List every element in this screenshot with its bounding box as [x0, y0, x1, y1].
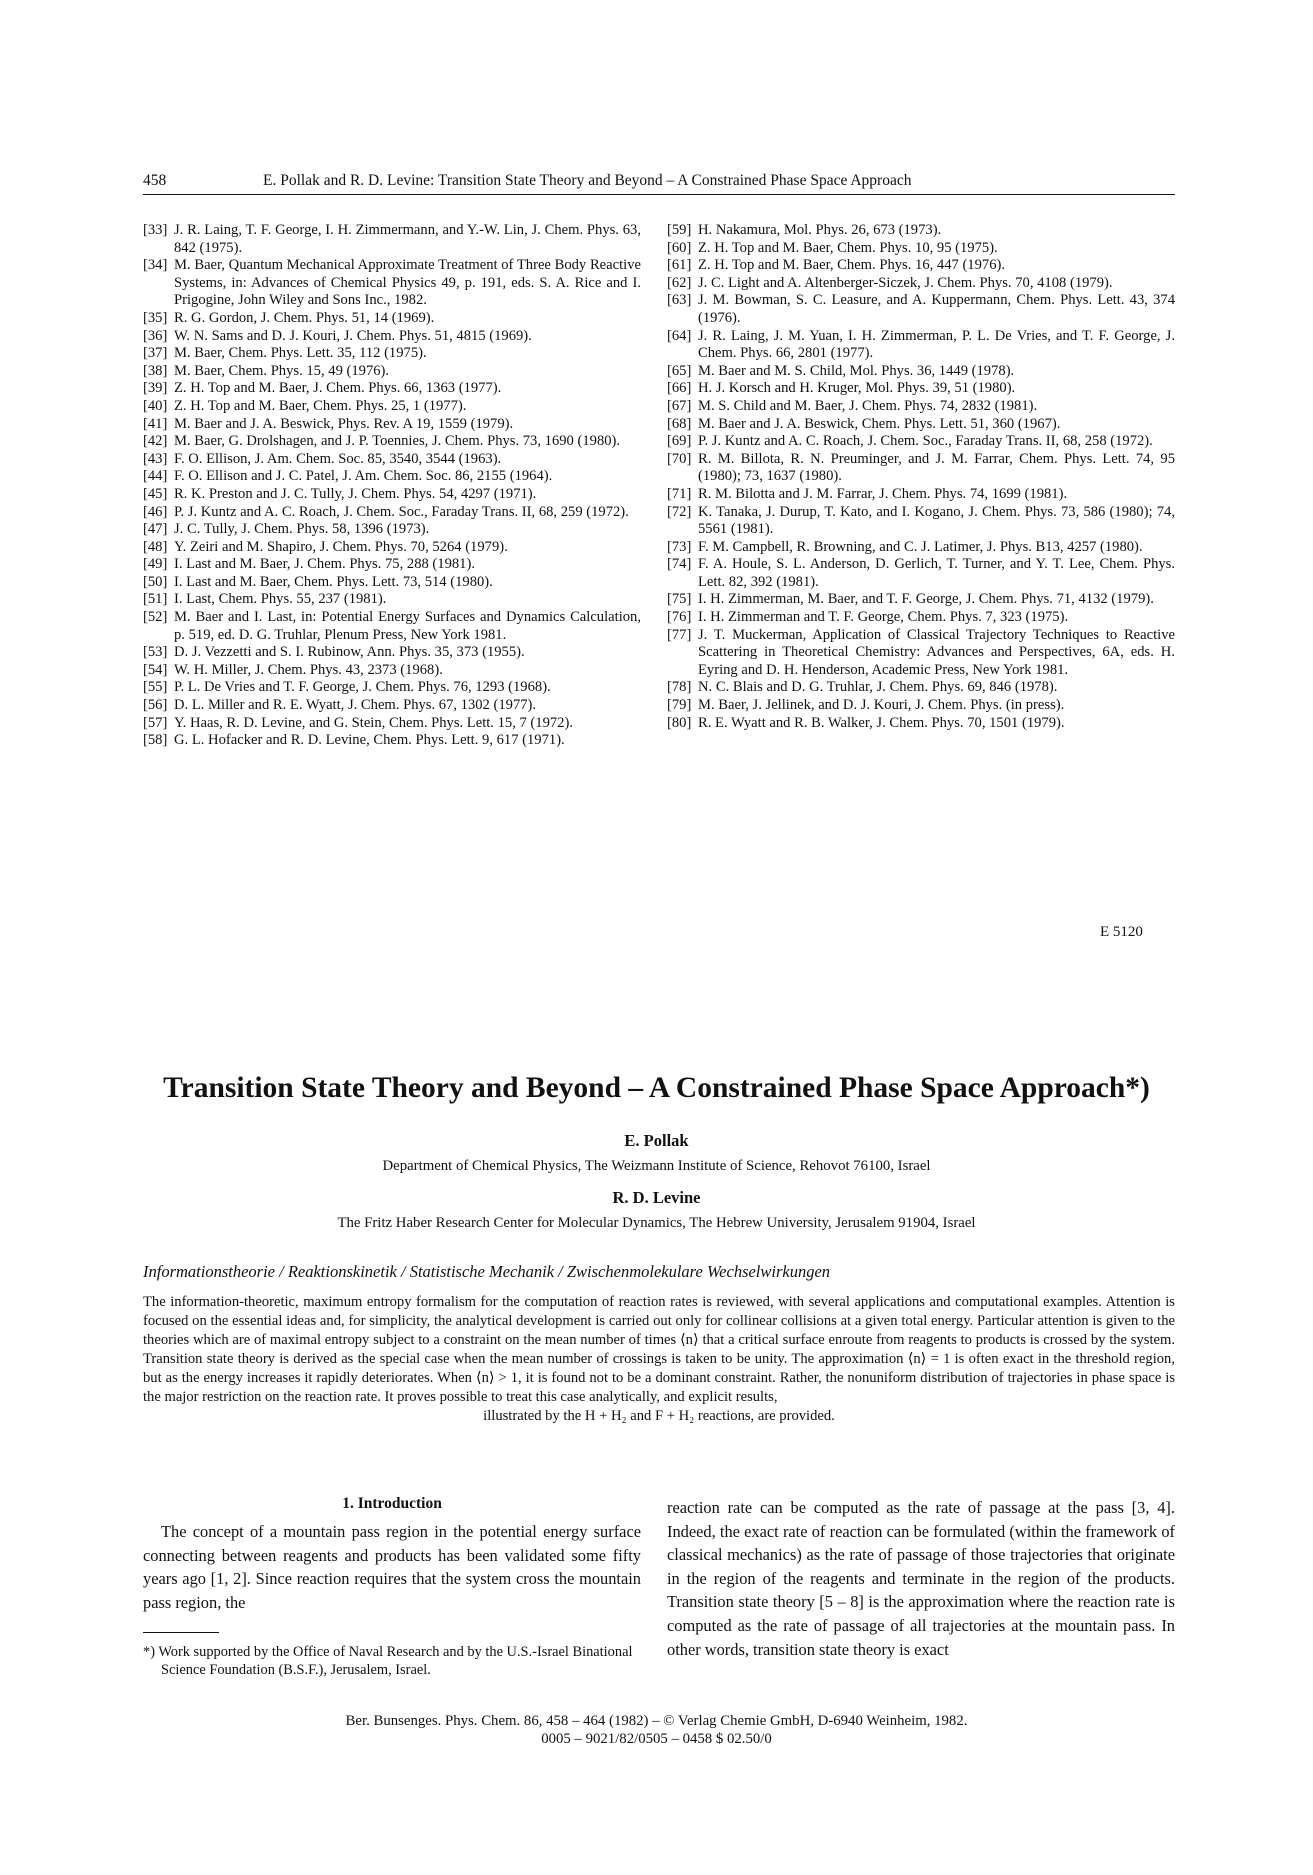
- reference-text: Y. Zeiri and M. Shapiro, J. Chem. Phys. 70, 5264 (1979).: [174, 538, 508, 555]
- reference-item: [143, 715, 641, 733]
- reference-number: [73]: [667, 538, 692, 555]
- reference-number: [75]: [667, 591, 692, 608]
- reference-item: [143, 363, 641, 381]
- reference-number: [56]: [143, 697, 168, 714]
- reference-item: [143, 398, 641, 416]
- reference-text: J. C. Light and A. Altenberger-Siczek, J. Chem. Phys. 70, 4108 (1979).: [698, 274, 1113, 291]
- reference-text: J. C. Tully, J. Chem. Phys. 58, 1396 (1973).: [174, 521, 430, 538]
- reference-number: [71]: [667, 485, 692, 502]
- reference-number: [68]: [667, 415, 692, 432]
- reference-text: I. H. Zimmerman, M. Baer, and T. F. George, J. Chem. Phys. 71, 4132 (1979).: [698, 591, 1154, 608]
- reference-number: [33]: [143, 222, 168, 238]
- reference-item: [143, 257, 641, 310]
- reference-number: [35]: [143, 309, 168, 326]
- reference-text: H. Nakamura, Mol. Phys. 26, 673 (1973).: [698, 222, 942, 238]
- reference-text: F. O. Ellison, J. Am. Chem. Soc. 85, 3540, 3544 (1963).: [174, 450, 502, 467]
- reference-text: W. N. Sams and D. J. Kouri, J. Chem. Phys. 51, 4815 (1969).: [174, 327, 532, 344]
- reference-item: [667, 556, 1175, 591]
- reference-item: [143, 732, 641, 750]
- page-number: 458: [143, 172, 167, 189]
- reference-item: [143, 328, 641, 346]
- reference-item: [143, 521, 641, 539]
- intro-left-column: The concept of a mountain pass region in the potential energy surface connecting between reagents and products has been validated some fifty years ago [1, 2]. Since reaction requires that the system cross the mountain pass region, the: [143, 1522, 641, 1612]
- reference-list-right: [667, 222, 1175, 732]
- reference-text: M. Baer, Chem. Phys. Lett. 35, 112 (1975).: [174, 345, 427, 362]
- reference-number: [64]: [667, 327, 692, 344]
- reference-number: [76]: [667, 609, 692, 626]
- reference-text: R. E. Wyatt and R. B. Walker, J. Chem. Phys. 70, 1501 (1979).: [698, 714, 1065, 731]
- reference-number: [55]: [143, 679, 168, 696]
- reference-item: [143, 591, 641, 609]
- reference-item: [667, 257, 1175, 275]
- reference-text: M. Baer and J. A. Beswick, Phys. Rev. A 19, 1559 (1979).: [174, 415, 514, 432]
- reference-number: [42]: [143, 433, 168, 450]
- reference-item: [667, 433, 1175, 451]
- reference-number: [38]: [143, 362, 168, 379]
- reference-text: F. M. Campbell, R. Browning, and C. J. Latimer, J. Phys. B13, 4257 (1980).: [698, 538, 1143, 555]
- reference-number: [80]: [667, 714, 692, 731]
- reference-item: [667, 363, 1175, 381]
- reference-text: Z. H. Top and M. Baer, Chem. Phys. 10, 95 (1975).: [698, 239, 998, 256]
- abstract: [143, 1293, 1175, 1426]
- reference-number: [79]: [667, 697, 692, 714]
- reference-item: [143, 574, 641, 592]
- reference-text: I. H. Zimmerman and T. F. George, Chem. Phys. 7, 323 (1975).: [698, 609, 1069, 626]
- reference-number: [57]: [143, 714, 168, 731]
- running-title: E. Pollak and R. D. Levine: Transition State Theory and Beyond – A Constrained Phase Space Approach: [263, 172, 912, 189]
- reference-list-left: [143, 222, 641, 750]
- manuscript-code: E 5120: [1100, 924, 1143, 940]
- reference-text: D. J. Vezzetti and S. I. Rubinow, Ann. Phys. 35, 373 (1955).: [174, 644, 525, 661]
- reference-item: [143, 662, 641, 680]
- reference-item: [143, 609, 641, 644]
- reference-number: [41]: [143, 415, 168, 432]
- reference-number: [61]: [667, 257, 692, 274]
- reference-item: [667, 679, 1175, 697]
- reference-text: R. G. Gordon, J. Chem. Phys. 51, 14 (1969).: [174, 309, 435, 326]
- reference-item: [667, 451, 1175, 486]
- reference-number: [78]: [667, 679, 692, 696]
- reference-text: N. C. Blais and D. G. Truhlar, J. Chem. Phys. 69, 846 (1978).: [698, 679, 1058, 696]
- affiliation-1: Department of Chemical Physics, The Weizmann Institute of Science, Rehovot 76100, Israel: [382, 1158, 931, 1174]
- reference-item: [667, 591, 1175, 609]
- reference-item: [143, 679, 641, 697]
- reference-number: [53]: [143, 644, 168, 661]
- reference-item: [143, 697, 641, 715]
- reference-text: K. Tanaka, J. Durup, T. Kato, and I. Kogano, J. Chem. Phys. 73, 586 (1980); 74, 5561 (1981).: [698, 503, 1175, 538]
- section-heading: 1. Introduction: [342, 1495, 442, 1512]
- reference-text: M. S. Child and M. Baer, J. Chem. Phys. 74, 2832 (1981).: [698, 397, 1038, 414]
- reference-number: [40]: [143, 397, 168, 414]
- reference-item: [667, 504, 1175, 539]
- author-2: R. D. Levine: [612, 1188, 701, 1207]
- reference-text: M. Baer, Chem. Phys. 15, 49 (1976).: [174, 362, 390, 379]
- reference-item: [143, 539, 641, 557]
- reference-item: [667, 416, 1175, 434]
- reference-item: [667, 697, 1175, 715]
- reference-item: [143, 380, 641, 398]
- reference-item: [143, 345, 641, 363]
- reference-number: [45]: [143, 485, 168, 502]
- reference-number: [34]: [143, 257, 168, 274]
- reference-text: R. K. Preston and J. C. Tully, J. Chem. Phys. 54, 4297 (1971).: [174, 485, 537, 502]
- issn-line: 0005 – 9021/82/0505 – 0458 $ 02.50/0: [541, 1731, 772, 1747]
- reference-item: [667, 240, 1175, 258]
- reference-text: M. Baer and I. Last, in: Potential Energy Surfaces and Dynamics Calculation, p. 519, ed. D. G. Truhlar, Plenum Press, New York 1981.: [174, 609, 641, 643]
- reference-text: M. Baer and M. S. Child, Mol. Phys. 36, 1449 (1978).: [698, 362, 1015, 379]
- reference-item: [143, 504, 641, 522]
- reference-number: [46]: [143, 503, 168, 520]
- reference-number: [74]: [667, 556, 692, 573]
- reference-text: Z. H. Top and M. Baer, Chem. Phys. 16, 447 (1976).: [698, 257, 1006, 274]
- reference-item: [667, 328, 1175, 363]
- reference-item: [667, 609, 1175, 627]
- reference-text: J. T. Muckerman, Application of Classical Trajectory Techniques to Reactive Scattering in Theoretical Chemistry: Advances and Perspectives, 6A, eds. H. Eyring and D. H. Henderson, Academic Press, New York 1981.: [698, 626, 1175, 678]
- reference-text: F. A. Houle, S. L. Anderson, D. Gerlich, T. Turner, and Y. T. Lee, Chem. Phys. Lett. 82, 392 (1981).: [698, 556, 1175, 590]
- reference-item: [143, 310, 641, 328]
- reference-text: P. J. Kuntz and A. C. Roach, J. Chem. Soc., Faraday Trans. II, 68, 259 (1972).: [174, 503, 629, 520]
- reference-text: Z. H. Top and M. Baer, Chem. Phys. 25, 1 (1977).: [174, 397, 467, 414]
- reference-number: [70]: [667, 450, 692, 467]
- reference-item: [143, 644, 641, 662]
- reference-number: [44]: [143, 468, 168, 485]
- reference-number: [47]: [143, 521, 168, 538]
- journal-citation: [100, 1712, 1213, 1748]
- reference-text: R. M. Billota, R. N. Preuminger, and J. M. Farrar, Chem. Phys. Lett. 74, 95 (1980); 73, 1637 (1980).: [698, 450, 1175, 485]
- reference-text: I. Last and M. Baer, J. Chem. Phys. 75, 288 (1981).: [174, 556, 475, 573]
- reference-number: [66]: [667, 380, 692, 397]
- reference-number: [62]: [667, 274, 692, 291]
- running-head: [143, 172, 1175, 195]
- footnote: *) Work supported by the Office of Naval Research and by the U.S.-Israel Binational Science Foundation (B.S.F.), Jerusalem, Israel.: [143, 1644, 633, 1679]
- reference-item: [143, 486, 641, 504]
- reference-text: P. L. De Vries and T. F. George, J. Chem. Phys. 76, 1293 (1968).: [174, 679, 551, 696]
- reference-number: [67]: [667, 397, 692, 414]
- keywords: Informationstheorie / Reaktionskinetik / Statistische Mechanik / Zwischenmolekulare Wechselwirkungen: [143, 1262, 831, 1281]
- reference-text: J. M. Bowman, S. C. Leasure, and A. Kuppermann, Chem. Phys. Lett. 43, 374 (1976).: [698, 292, 1175, 326]
- reference-item: [667, 715, 1175, 733]
- reference-number: [49]: [143, 556, 168, 573]
- reference-item: [143, 556, 641, 574]
- reference-item: [143, 222, 641, 257]
- reference-number: [43]: [143, 450, 168, 467]
- reference-text: D. L. Miller and R. E. Wyatt, J. Chem. Phys. 67, 1302 (1977).: [174, 697, 537, 714]
- article-title: Transition State Theory and Beyond – A Constrained Phase Space Approach*): [163, 1072, 1150, 1104]
- reference-text: I. Last, Chem. Phys. 55, 237 (1981).: [174, 591, 387, 608]
- reference-number: [39]: [143, 380, 168, 397]
- reference-text: G. L. Hofacker and R. D. Levine, Chem. Phys. Lett. 9, 617 (1971).: [174, 732, 565, 749]
- reference-text: H. J. Korsch and H. Kruger, Mol. Phys. 39, 51 (1980).: [698, 380, 1016, 397]
- reference-text: W. H. Miller, J. Chem. Phys. 43, 2373 (1968).: [174, 661, 443, 678]
- reference-number: [54]: [143, 661, 168, 678]
- reference-text: P. J. Kuntz and A. C. Roach, J. Chem. Soc., Faraday Trans. II, 68, 258 (1972).: [698, 433, 1153, 450]
- reference-text: F. O. Ellison and J. C. Patel, J. Am. Chem. Soc. 86, 2155 (1964).: [174, 468, 553, 485]
- reference-text: I. Last and M. Baer, Chem. Phys. Lett. 73, 514 (1980).: [174, 573, 493, 590]
- reference-item: [667, 486, 1175, 504]
- reference-text: Y. Haas, R. D. Levine, and G. Stein, Chem. Phys. Lett. 15, 7 (1972).: [174, 714, 573, 731]
- reference-number: [37]: [143, 345, 168, 362]
- reference-number: [36]: [143, 327, 168, 344]
- reference-number: [51]: [143, 591, 168, 608]
- abstract-last-line: illustrated by the H + H₂ and F + H₂ reactions, are provided.: [483, 1408, 835, 1424]
- reference-number: [59]: [667, 222, 692, 238]
- citation-line: Ber. Bunsenges. Phys. Chem. 86, 458 – 464 (1982) – © Verlag Chemie GmbH, D-6940 Weinheim, 1982.: [345, 1713, 968, 1729]
- reference-number: [48]: [143, 538, 168, 555]
- reference-number: [63]: [667, 292, 692, 309]
- reference-text: M. Baer, Quantum Mechanical Approximate Treatment of Three Body Reactive Systems, in: Advances of Chemical Physics 49, p. 191, eds. S. A. Rice and I. Prigogine, John Wiley and Sons Inc., 1982.: [174, 257, 641, 309]
- reference-number: [60]: [667, 239, 692, 256]
- reference-item: [667, 380, 1175, 398]
- reference-number: [52]: [143, 609, 168, 626]
- reference-item: [667, 275, 1175, 293]
- reference-text: Z. H. Top and M. Baer, J. Chem. Phys. 66, 1363 (1977).: [174, 380, 502, 397]
- footnote-rule: [143, 1632, 219, 1633]
- intro-right-column: reaction rate can be computed as the rate of passage at the pass [3, 4]. Indeed, the exact rate of reaction can be formulated (within the framework of classical mechanics) as the rate of passage of those trajectories that originate in the region of the reagents and terminate in the region of the products. Transition state theory [5 – 8] is the approximation where the reaction rate is computed as the rate of passage of all trajectories at the mountain pass. In other words, transition state theory is exact: [667, 1498, 1175, 1659]
- reference-item: [143, 451, 641, 469]
- affiliation-2: The Fritz Haber Research Center for Molecular Dynamics, The Hebrew University, Jerusalem 91904, Israel: [337, 1215, 976, 1231]
- reference-item: [143, 433, 641, 451]
- reference-number: [77]: [667, 626, 692, 643]
- author-1: E. Pollak: [624, 1131, 689, 1150]
- reference-item: [667, 539, 1175, 557]
- reference-item: [667, 292, 1175, 327]
- reference-number: [50]: [143, 573, 168, 590]
- reference-number: [65]: [667, 362, 692, 379]
- reference-number: [69]: [667, 433, 692, 450]
- reference-text: J. R. Laing, J. M. Yuan, I. H. Zimmerman, P. L. De Vries, and T. F. George, J. Chem. Phys. 66, 2801 (1977).: [698, 327, 1175, 362]
- reference-item: [143, 468, 641, 486]
- reference-text: J. R. Laing, T. F. George, I. H. Zimmermann, and Y.-W. Lin, J. Chem. Phys. 63, 842 (1975).: [174, 222, 641, 256]
- reference-text: M. Baer and J. A. Beswick, Chem. Phys. Lett. 51, 360 (1967).: [698, 415, 1061, 432]
- reference-number: [72]: [667, 503, 692, 520]
- reference-item: [667, 627, 1175, 680]
- reference-item: [667, 222, 1175, 240]
- reference-number: [58]: [143, 732, 168, 749]
- abstract-body: The information-theoretic, maximum entropy formalism for the computation of reaction rates is reviewed, with several applications and computational examples. Attention is focused on the essential ideas and, for simplicity, the analytical development is carried out only for collinear collisions at a given total energy. Particular attention is given to the theories which are of maximal entropy subject to a constraint on the mean number of times ⟨n⟩ that a critical surface enroute from reagents to products is crossed by the system. Transition state theory is derived as the special case when the mean number of crossings is taken to be unity. The approximation ⟨n⟩ = 1 is often exact in the threshold region, but as the energy increases it rapidly deteriorates. When ⟨n⟩ > 1, it is found not to be a dominant constraint. Rather, the nonuniform distribution of trajectories in phase space is the major restriction on the reaction rate. It proves possible to treat this case analytically, and explicit results,: [143, 1294, 1175, 1405]
- reference-item: [667, 398, 1175, 416]
- reference-text: M. Baer, G. Drolshagen, and J. P. Toennies, J. Chem. Phys. 73, 1690 (1980).: [174, 433, 621, 450]
- reference-item: [143, 416, 641, 434]
- reference-text: R. M. Bilotta and J. M. Farrar, J. Chem. Phys. 74, 1699 (1981).: [698, 485, 1068, 502]
- reference-text: M. Baer, J. Jellinek, and D. J. Kouri, J. Chem. Phys. (in press).: [698, 697, 1065, 714]
